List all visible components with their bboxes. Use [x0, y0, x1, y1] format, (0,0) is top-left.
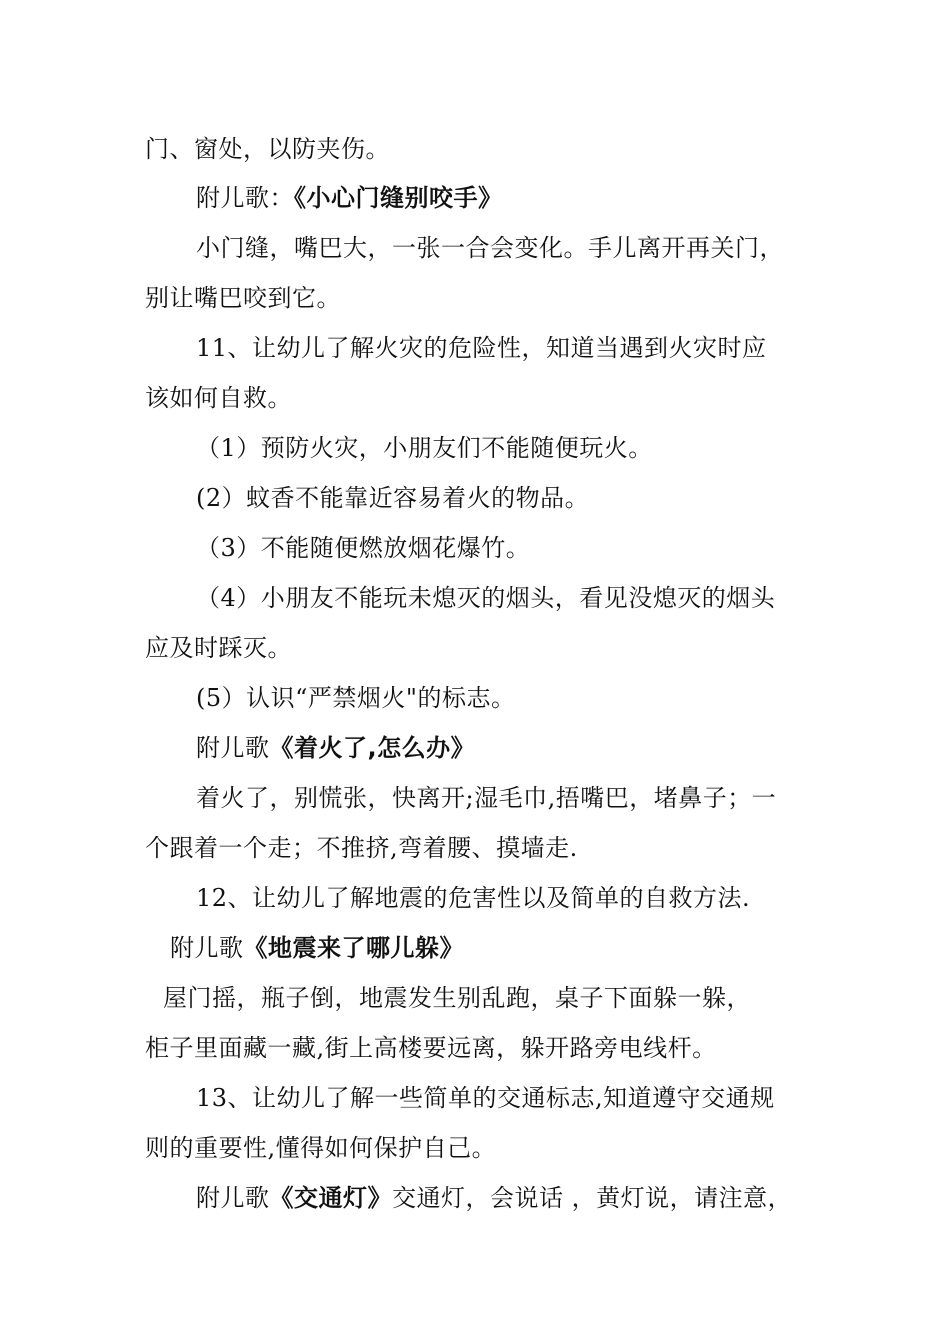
list-item: （1）预防火灾，小朋友们不能随便玩火。: [196, 434, 653, 462]
paragraph-line: 屋门摇，瓶子倒，地震发生别乱跑，桌子下面躲一躲，: [163, 984, 751, 1012]
song-title: 《着火了,怎么办》: [269, 734, 476, 762]
song-prefix: 附儿歌: [196, 734, 270, 762]
song-lyrics: 交通灯，会说话 ，黄灯说，请注意，: [392, 1184, 793, 1212]
list-item: (5）认识“严禁烟火"的标志。: [196, 684, 516, 712]
paragraph-line: 门、窗处，以防夹伤。: [145, 135, 390, 163]
song-prefix: 附儿歌: [170, 934, 244, 962]
song-heading: [196, 733, 475, 763]
list-item: (2）蚊香不能靠近容易着火的物品。: [196, 484, 590, 512]
song-prefix: 附儿歌: [196, 1184, 270, 1212]
section-heading: 11、让幼儿了解火灾的危险性，知道当遇到火灾时应: [196, 334, 767, 362]
song-heading: [170, 933, 464, 963]
section-heading: 12、让幼儿了解地震的危害性以及简单的自救方法.: [196, 884, 751, 912]
song-heading: [196, 183, 503, 213]
list-item: （3）不能随便燃放烟花爆竹。: [196, 534, 531, 562]
paragraph-line: 该如何自救。: [145, 384, 292, 412]
paragraph-line: 小门缝，嘴巴大，一张一合会变化。手儿离开再关门，: [196, 234, 784, 262]
paragraph-line: 别让嘴巴咬到它。: [145, 284, 341, 312]
paragraph-line: 着火了，别慌张，快离开;湿毛巾,捂嘴巴，堵鼻子；一: [196, 784, 777, 812]
list-item: （4）小朋友不能玩未熄灭的烟头，看见没熄灭的烟头: [196, 584, 776, 612]
paragraph-line: 应及时踩灭。: [145, 634, 292, 662]
paragraph-line: 个跟着一个走；不推挤,弯着腰、摸墙走.: [145, 834, 578, 862]
section-heading: 13、让幼儿了解一些简单的交通标志,知道遵守交通规: [196, 1084, 775, 1112]
song-title: 《地震来了哪儿躲》: [243, 934, 464, 962]
paragraph-line: 柜子里面藏一藏,街上高楼要远离，躲开路旁电线杆。: [145, 1034, 717, 1062]
song-title: 《交通灯》: [269, 1184, 392, 1212]
song-prefix: 附儿歌：: [196, 184, 294, 212]
paragraph-line: 则的重要性,懂得如何保护自己。: [145, 1134, 497, 1162]
song-heading: [196, 1183, 792, 1213]
song-title: 《小心门缝别咬手》: [294, 184, 503, 212]
